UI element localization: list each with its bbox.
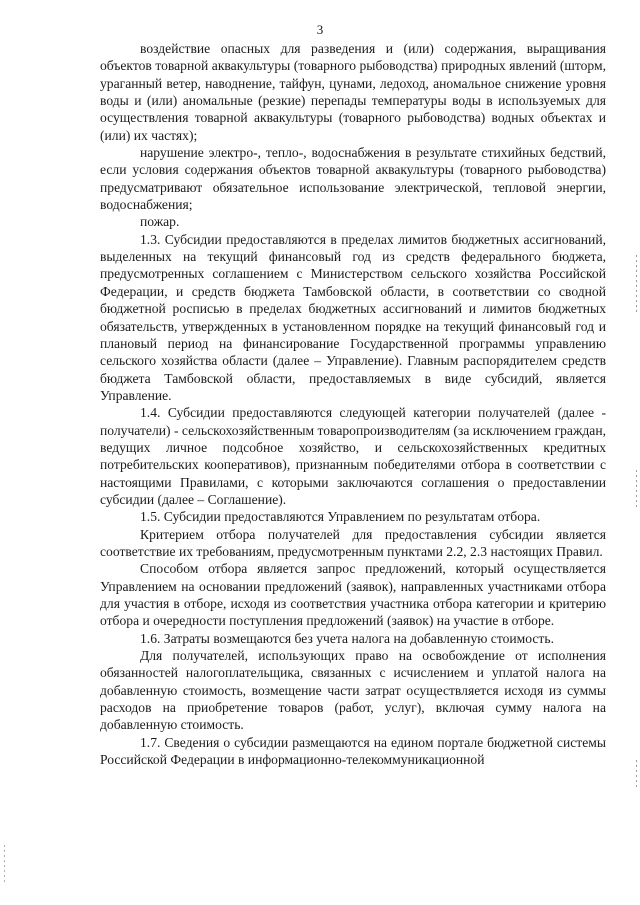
paragraph-natural-hazards: воздействие опасных для разведения и (или) содержания, выращивания объектов товарной аквакультуры (товарного рыбоводства) природных явлений (шторм, ураганный ветер, наводнение, тайфун, цунами, ледоход, аномальное снижение уровня воды и (или) аномальные (резкие) перепады температуры воды в используемых для осуществления товарной аквакультуры (товарного рыбоводства) водных объектах и (или) их частях); [100, 41, 606, 143]
scan-margin-mark [4, 845, 5, 885]
document-body [100, 40, 606, 768]
page-number: 3 [316, 22, 324, 37]
paragraph-1-5: 1.5. Субсидии предоставляются Управлением по результатам отбора. [140, 509, 541, 525]
paragraph-vat-exempt: Для получателей, использующих право на освобождение от исполнения обязанностей налогоплательщика, связанных с исчислением и уплатой налога на добавленную стоимость, возмещение части затрат осуществляется исходя из суммы расходов на приобретение товаров (работ, услуг), включая сумму налога на добавленную стоимость. [100, 648, 606, 733]
scan-margin-mark [636, 470, 637, 510]
paragraph-1-7: 1.7. Сведения о субсидии размещаются на едином портале бюджетной системы Российской Федерации в информационно-телекоммуникационной [100, 734, 606, 768]
paragraph-utility-disruption: нарушение электро-, тепло-, водоснабжения в результате стихийных бедствий, если условия содержания объектов товарной аквакультуры (товарного рыбоводства) предусматривают обязательное использование электрической, тепловой энергии, водоснабжения; [100, 145, 606, 213]
paragraph-fire: пожар. [140, 214, 180, 230]
scan-margin-mark [636, 760, 637, 790]
paragraph-1-6: 1.6. Затраты возмещаются без учета налога на добавленную стоимость. [140, 630, 554, 646]
paragraph-selection-criterion: Критерием отбора получателей для предоставления субсидии является соответствие их требованиям, предусмотренным пунктами 2.2, 2.3 настоящих Правил. [100, 526, 606, 559]
paragraph-selection-method: Способом отбора является запрос предложений, который осуществляется Управлением на основании предложений (заявок), направленных участниками отбора для участия в отборе, исходя из соответствия участника отбора категории и критерию отбора и очередности поступления предложений (заявок) на участие в отборе. [100, 561, 606, 629]
scan-margin-mark [636, 255, 637, 313]
paragraph-1-3: 1.3. Субсидии предоставляются в пределах лимитов бюджетных ассигнований, выделенных на текущий финансовый год из средств федерального бюджета, предусмотренных соглашением с Министерством сельского хозяйства Российской Федерации, и средств бюджета Тамбовской области, в соответствии со сводной бюджетной росписью в пределах бюджетных ассигнований и лимитов бюджетных обязательств, утвержденных в установленном порядке на текущий финансовый год и плановый период на финансирование Государственной программы управлению сельского хозяйства области (далее – Управление). Главным распорядителем средств бюджета Тамбовской области, предоставляемых в виде субсидий, является Управление. [100, 231, 606, 403]
paragraph-1-4: 1.4. Субсидии предоставляются следующей категории получателей (далее - получатели) - сельскохозяйственным товаропроизводителям (за исключением граждан, ведущих личное подсобное хозяйство, и сельскохозяйственных кредитных потребительских кооперативов), признанным победителями отбора в соответствии с настоящими Правилами, с которыми заключаются соглашения о предоставлении субсидии (далее – Соглашение). [100, 405, 606, 507]
